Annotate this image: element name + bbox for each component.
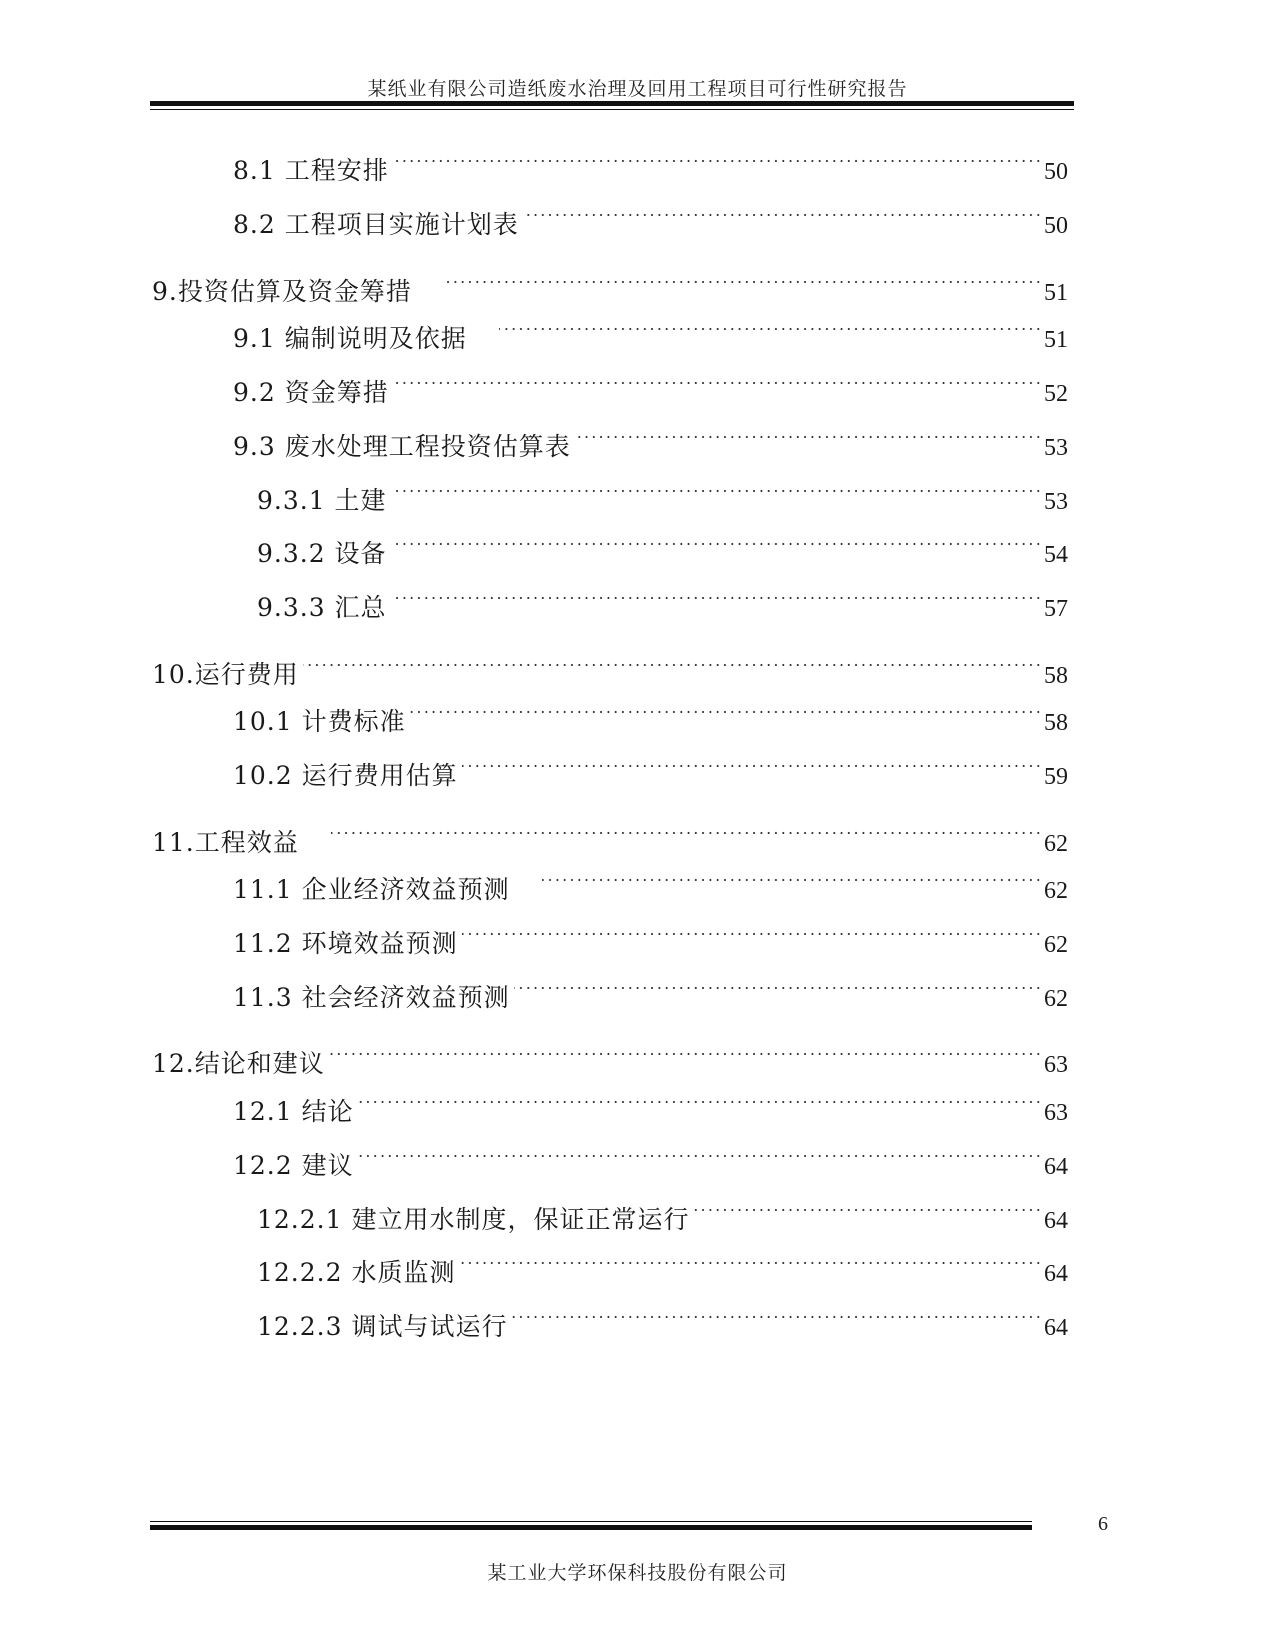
toc-entry-page: 63	[1044, 1100, 1068, 1126]
toc-entry-page: 62	[1044, 831, 1068, 857]
toc-leader-dots	[331, 819, 1043, 851]
toc-entry[interactable]	[152, 651, 1068, 692]
toc-entry-label: 12.2 建议	[233, 1151, 354, 1180]
footer-rule-thick	[150, 1525, 1032, 1530]
toc-leader-dots	[459, 1249, 1043, 1281]
toc-entry-page: 57	[1044, 596, 1068, 622]
toc-entry-page: 53	[1044, 489, 1068, 515]
toc-leader-dots	[358, 1142, 1043, 1174]
toc-entry-label: 8.2 工程项目实施计划表	[233, 210, 519, 239]
toc-leader-dots	[575, 423, 1043, 455]
toc-leader-dots	[462, 752, 1043, 784]
toc-entry[interactable]	[233, 369, 1068, 410]
toc-entry-label: 9.3.2 设备	[257, 539, 387, 568]
toc-entry[interactable]	[233, 315, 1068, 356]
footer-rule-thin	[150, 1521, 1032, 1522]
toc-entry-page: 50	[1044, 213, 1068, 239]
toc-entry-page: 54	[1044, 542, 1068, 568]
toc-leader-dots	[693, 1196, 1043, 1228]
page-header-title: 某纸业有限公司造纸废水治理及回用工程项目可行性研究报告	[367, 78, 908, 100]
toc-entry-page: 53	[1044, 435, 1068, 461]
toc-leader-dots	[542, 866, 1043, 898]
toc-leader-dots	[391, 530, 1043, 562]
toc-entry-label: 12.结论和建议	[152, 1049, 325, 1078]
toc-entry-label: 12.2.1 建立用水制度，保证正常运行	[257, 1205, 690, 1234]
toc-entry[interactable]	[233, 866, 1068, 907]
toc-entry-label: 12.2.2 水质监测	[257, 1258, 456, 1287]
toc-entry-page: 64	[1044, 1208, 1068, 1234]
toc-entry-label: 9.1 编制说明及依据	[233, 324, 467, 353]
toc-entry[interactable]	[257, 584, 1068, 625]
toc-entry[interactable]	[152, 819, 1068, 860]
toc-entry-label: 11.工程效益	[152, 828, 299, 857]
toc-leader-dots	[391, 477, 1043, 509]
toc-entry-page: 51	[1044, 327, 1068, 353]
toc-entry-label: 10.1 计费标准	[233, 707, 406, 736]
toc-entry[interactable]	[233, 920, 1068, 961]
toc-entry-label: 12.2.3 调试与试运行	[257, 1312, 508, 1341]
toc-entry-page: 50	[1044, 159, 1068, 185]
toc-entry-label: 11.1 企业经济效益预测	[233, 875, 510, 904]
toc-entry[interactable]	[257, 530, 1068, 571]
toc-leader-dots	[391, 584, 1043, 616]
toc-entry-page: 58	[1044, 663, 1068, 689]
toc-leader-dots	[329, 1040, 1043, 1072]
toc-entry-page: 62	[1044, 932, 1068, 958]
toc-entry-label: 9.3.3 汇总	[257, 593, 387, 622]
toc-leader-dots	[514, 974, 1043, 1006]
toc-entry-label: 10.2 运行费用估算	[233, 761, 458, 790]
toc-leader-dots	[303, 651, 1043, 683]
toc-entry-page: 64	[1044, 1261, 1068, 1287]
toc-leader-dots	[393, 369, 1043, 401]
toc-entry-label: 9.3 废水处理工程投资估算表	[233, 432, 571, 461]
toc-entry-page: 64	[1044, 1154, 1068, 1180]
toc-entry-label: 9.投资估算及资金筹措	[152, 277, 412, 306]
toc-entry[interactable]	[233, 201, 1068, 242]
toc-leader-dots	[499, 315, 1043, 347]
toc-entry-page: 62	[1044, 878, 1068, 904]
toc-leader-dots	[523, 201, 1043, 233]
toc-entry[interactable]	[233, 752, 1068, 793]
footer-company-name: 某工业大学环保科技股份有限公司	[487, 1562, 788, 1584]
page-number: 6	[1098, 1513, 1108, 1535]
toc-leader-dots	[462, 920, 1043, 952]
toc-entry-label: 11.3 社会经济效益预测	[233, 983, 510, 1012]
toc-entry[interactable]	[233, 147, 1068, 188]
toc-entry[interactable]	[257, 1303, 1068, 1344]
toc-entry-label: 9.2 资金筹措	[233, 378, 389, 407]
toc-entry-page: 64	[1044, 1315, 1068, 1341]
toc-leader-dots	[444, 268, 1043, 300]
toc-entry[interactable]	[257, 1249, 1068, 1290]
toc-entry[interactable]	[233, 423, 1068, 464]
toc-entry-label: 10.运行费用	[152, 660, 299, 689]
toc-entry-label: 12.1 结论	[233, 1097, 354, 1126]
toc-entry[interactable]	[233, 698, 1068, 739]
toc-entry[interactable]	[233, 1088, 1068, 1129]
toc-entry-page: 51	[1044, 280, 1068, 306]
toc-entry-label: 8.1 工程安排	[233, 156, 389, 185]
toc-entry[interactable]	[152, 1040, 1068, 1081]
toc-entry[interactable]	[152, 268, 1068, 309]
toc-entry-page: 59	[1044, 764, 1068, 790]
toc-entry-label: 9.3.1 土建	[257, 486, 387, 515]
toc-entry[interactable]	[257, 1196, 1068, 1237]
toc-entry-page: 62	[1044, 986, 1068, 1012]
toc-leader-dots	[511, 1303, 1043, 1335]
toc-entry[interactable]	[257, 477, 1068, 518]
toc-entry-page: 63	[1044, 1052, 1068, 1078]
toc-entry[interactable]	[233, 974, 1068, 1015]
toc-entry-label: 11.2 环境效益预测	[233, 929, 458, 958]
toc-leader-dots	[393, 147, 1043, 179]
toc-leader-dots	[410, 698, 1043, 730]
toc-entry-page: 58	[1044, 710, 1068, 736]
toc-leader-dots	[358, 1088, 1043, 1120]
toc-entry-page: 52	[1044, 381, 1068, 407]
toc-entry[interactable]	[233, 1142, 1068, 1183]
